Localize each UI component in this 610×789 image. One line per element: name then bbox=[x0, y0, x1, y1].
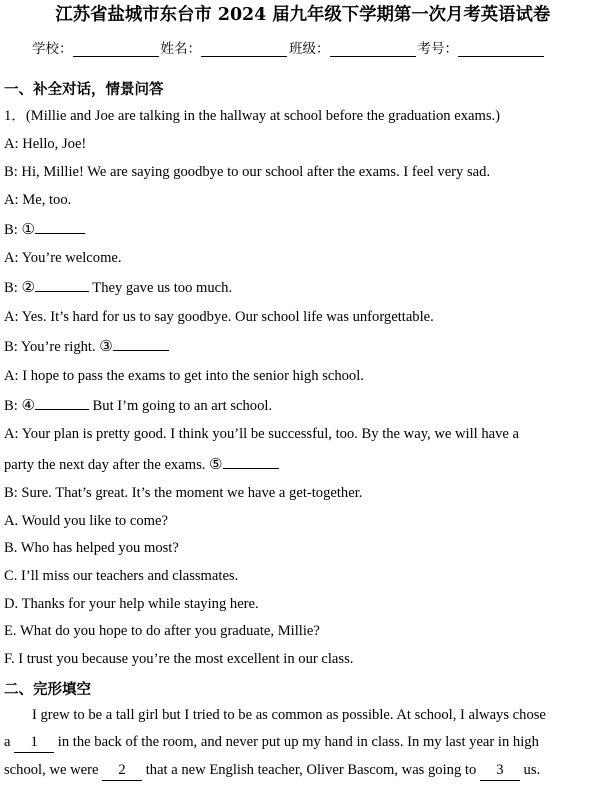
exam-number-label: 考号： bbox=[417, 41, 458, 57]
option-d: D. Thanks for your help while staying here. bbox=[4, 596, 259, 612]
dialog-line: B: ④ But I’m going to an art school. bbox=[4, 396, 273, 414]
dialog-intro: 1．(Millie and Joe are talking in the hallway at school before the graduation exams.) bbox=[4, 108, 501, 124]
section1-heading: 一、补全对话，情景问答 bbox=[4, 82, 164, 98]
exam-title: 江苏省盐城市东台市 2024 届九年级下学期第一次月考英语试卷 bbox=[55, 5, 551, 25]
student-info-row bbox=[32, 35, 546, 57]
exam-number-blank[interactable] bbox=[458, 40, 544, 57]
option-e: E. What do you hope to do after you graduate, Millie? bbox=[4, 623, 320, 639]
answer-blank[interactable] bbox=[35, 219, 85, 234]
cloze-blank-1[interactable]: 1 bbox=[14, 732, 54, 753]
class-label: 班级： bbox=[289, 41, 330, 57]
school-label: 学校： bbox=[32, 41, 73, 57]
name-blank[interactable] bbox=[201, 40, 287, 57]
passage-line: school, we were 2 that a new English teacher, Oliver Bascom, was going to 3 us. bbox=[4, 760, 540, 781]
option-a: A. Would you like to come? bbox=[4, 513, 168, 529]
dialog-line: B: ② They gave us too much. bbox=[4, 278, 233, 296]
dialog-line: B: Hi, Millie! We are saying goodbye to our school after the exams. I feel very sad. bbox=[4, 164, 491, 180]
cloze-blank-2[interactable]: 2 bbox=[102, 760, 142, 781]
dialog-line: A: Me, too. bbox=[4, 192, 72, 208]
blank-marker: ③ bbox=[99, 337, 113, 355]
name-label: 姓名： bbox=[160, 41, 201, 57]
dialog-line: party the next day after the exams. ⑤ bbox=[4, 454, 279, 475]
section2-heading: 二、完形填空 bbox=[4, 682, 91, 698]
class-blank[interactable] bbox=[330, 40, 416, 57]
blank-marker: ② bbox=[21, 278, 35, 296]
cloze-blank-3[interactable]: 3 bbox=[480, 760, 520, 781]
answer-blank[interactable] bbox=[223, 454, 279, 469]
blank-marker: ④ bbox=[21, 396, 35, 414]
dialog-line: B: You’re right. ③ bbox=[4, 336, 169, 357]
school-blank[interactable] bbox=[73, 40, 159, 57]
dialog-line: B: Sure. That’s great. It’s the moment we have a get-together. bbox=[4, 485, 363, 501]
dialog-line: A: Your plan is pretty good. I think you’ll be successful, too. By the way, we will have a bbox=[4, 426, 520, 442]
dialog-line: B: ① bbox=[4, 219, 85, 240]
passage-line: a 1 in the back of the room, and never put up my hand in class. In my last year in high bbox=[4, 732, 539, 753]
dialog-line: A: Hello, Joe! bbox=[4, 136, 87, 152]
blank-marker: ① bbox=[21, 220, 35, 238]
dialog-line: A: I hope to pass the exams to get into the senior high school. bbox=[4, 368, 364, 384]
blank-marker: ⑤ bbox=[209, 455, 223, 473]
option-c: C. I’ll miss our teachers and classmates. bbox=[4, 568, 239, 584]
answer-blank[interactable] bbox=[35, 277, 89, 292]
dialog-line: A: You’re welcome. bbox=[4, 250, 122, 266]
option-b: B. Who has helped you most? bbox=[4, 540, 179, 556]
answer-blank[interactable] bbox=[113, 336, 169, 351]
option-f: F. I trust you because you’re the most excellent in our class. bbox=[4, 651, 354, 667]
dialog-line: A: Yes. It’s hard for us to say goodbye. Our school life was unforgettable. bbox=[4, 309, 434, 325]
answer-blank[interactable] bbox=[35, 395, 89, 410]
passage-line: I grew to be a tall girl but I tried to be as common as possible. At school, I always chose bbox=[32, 707, 546, 723]
